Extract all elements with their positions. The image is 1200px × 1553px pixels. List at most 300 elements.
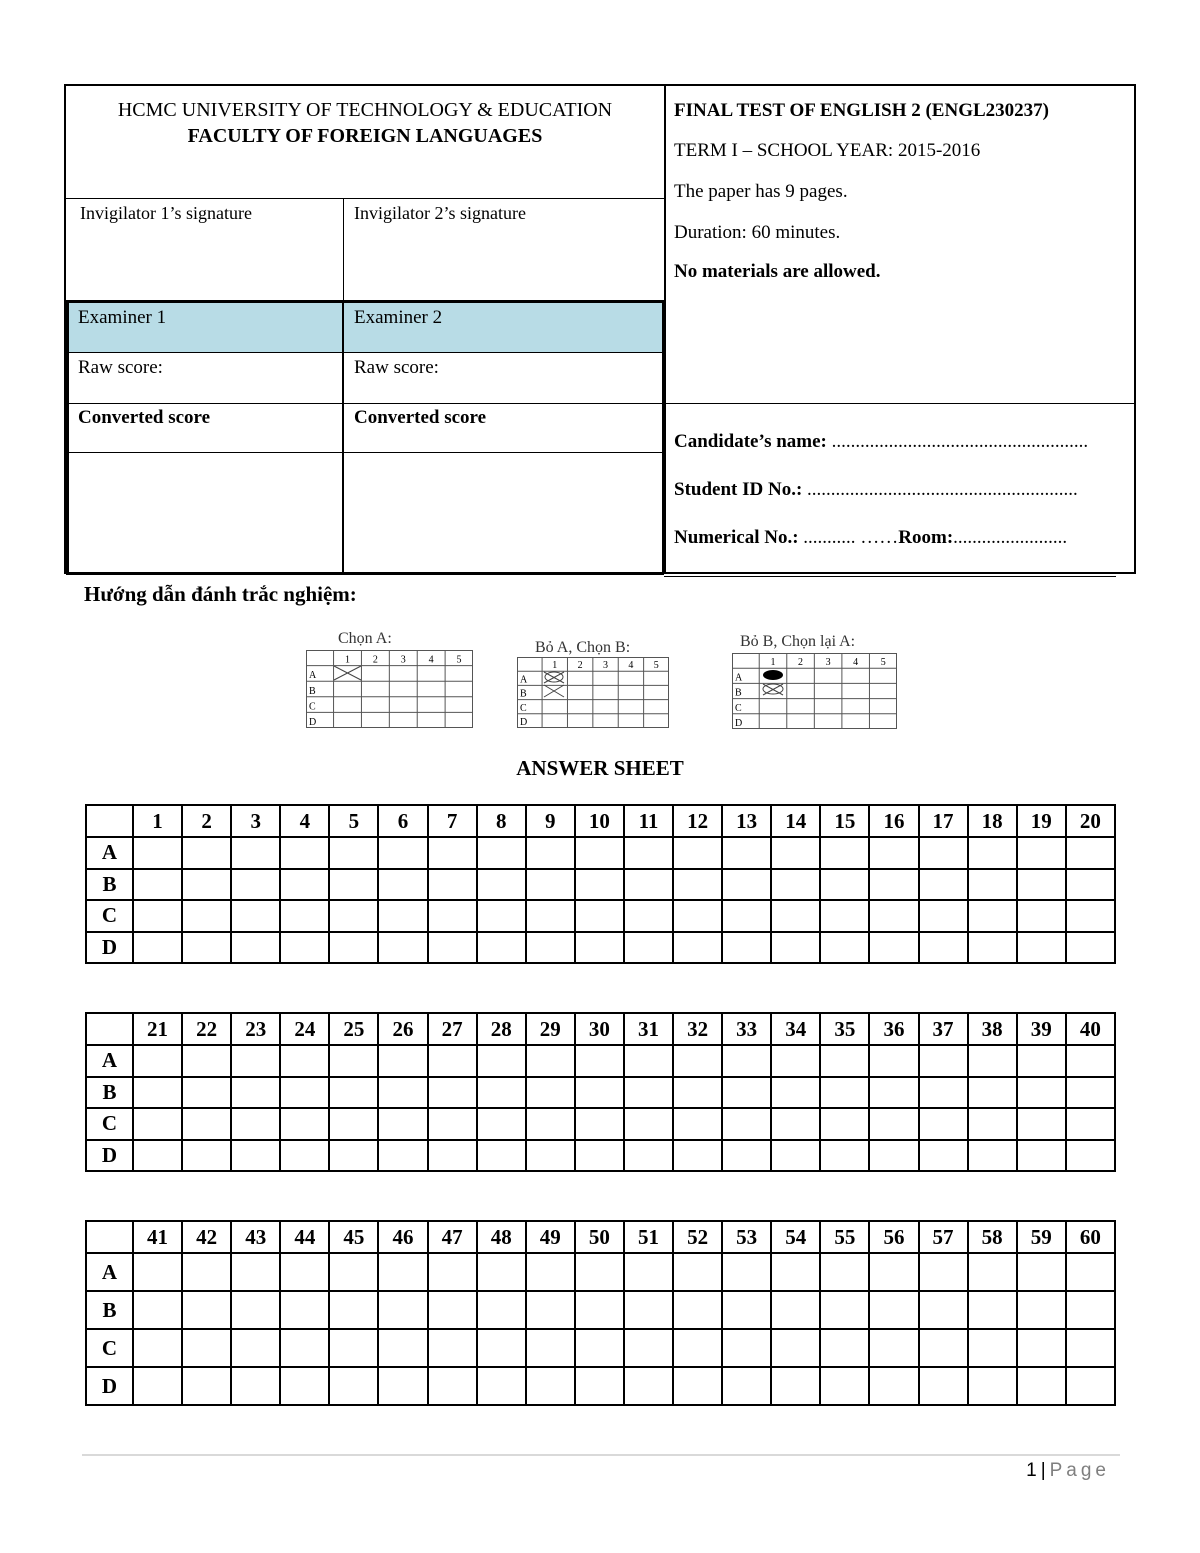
answer-bubble-cell[interactable]: [378, 1140, 427, 1172]
divider-under-raw-score: [66, 403, 1136, 404]
answer-bubble-cell[interactable]: [771, 837, 820, 869]
answer-bubble-cell[interactable]: [329, 900, 378, 932]
page-word: Page: [1049, 1460, 1110, 1481]
answer-bubble-cell[interactable]: [133, 1077, 182, 1109]
answer-bubble-cell[interactable]: [526, 869, 575, 901]
answer-bubble-cell[interactable]: [329, 1291, 378, 1329]
answer-bubble-cell[interactable]: [1017, 869, 1066, 901]
answer-bubble-cell[interactable]: [526, 1291, 575, 1329]
answer-bubble-cell[interactable]: [231, 837, 280, 869]
answer-bubble-cell[interactable]: [428, 1329, 477, 1367]
answer-bubble-cell[interactable]: [575, 932, 624, 964]
answer-bubble-cell[interactable]: [133, 1140, 182, 1172]
answer-bubble-cell[interactable]: [968, 932, 1017, 964]
numerical-room-field[interactable]: [674, 527, 1067, 549]
answer-bubble-cell[interactable]: [1017, 1077, 1066, 1109]
faculty-name: FACULTY OF FOREIGN LANGUAGES: [187, 125, 543, 147]
question-number: 22: [182, 1013, 231, 1045]
answer-bubble-cell[interactable]: [182, 1367, 231, 1405]
answer-bubble-cell[interactable]: [624, 932, 673, 964]
answer-bubble-cell[interactable]: [1017, 932, 1066, 964]
answer-bubble-cell[interactable]: [869, 932, 918, 964]
answer-bubble-cell[interactable]: [771, 1108, 820, 1140]
answer-bubble-cell[interactable]: [624, 1077, 673, 1109]
answer-bubble-cell[interactable]: [329, 1045, 378, 1077]
answer-bubble-cell[interactable]: [575, 1329, 624, 1367]
answer-bubble-cell[interactable]: [182, 869, 231, 901]
example-grid-lines: [306, 650, 473, 728]
question-number: 25: [329, 1013, 378, 1045]
answer-bubble-cell[interactable]: [329, 1367, 378, 1405]
answer-bubble-cell[interactable]: [968, 1329, 1017, 1367]
answer-bubble-cell[interactable]: [673, 1367, 722, 1405]
answer-bubble-cell[interactable]: [771, 1140, 820, 1172]
answer-bubble-cell[interactable]: [771, 1045, 820, 1077]
answer-bubble-cell[interactable]: [624, 1291, 673, 1329]
answer-bubble-cell[interactable]: [1066, 869, 1115, 901]
answer-bubble-cell[interactable]: [378, 837, 427, 869]
answer-option-row: [86, 932, 1115, 964]
answer-bubble-cell[interactable]: [329, 837, 378, 869]
answer-bubble-cell[interactable]: [378, 932, 427, 964]
answer-bubble-cell[interactable]: [919, 1329, 968, 1367]
answer-bubble-cell[interactable]: [378, 900, 427, 932]
answer-bubble-cell[interactable]: [280, 869, 329, 901]
answer-bubble-cell[interactable]: [820, 837, 869, 869]
answer-bubble-cell[interactable]: [722, 1291, 771, 1329]
answer-bubble-cell[interactable]: [673, 1140, 722, 1172]
answer-bubble-cell[interactable]: [624, 869, 673, 901]
answer-bubble-cell[interactable]: [722, 900, 771, 932]
answer-bubble-cell[interactable]: [477, 1329, 526, 1367]
option-letter: B: [86, 1077, 133, 1109]
option-letter: D: [86, 1140, 133, 1172]
answer-bubble-cell[interactable]: [722, 1140, 771, 1172]
answer-bubble-cell[interactable]: [968, 1140, 1017, 1172]
question-number: 10: [575, 805, 624, 837]
example-row-letter: D: [309, 717, 317, 728]
answer-bubble-cell[interactable]: [673, 900, 722, 932]
answer-bubble-cell[interactable]: [968, 1077, 1017, 1109]
answer-bubble-cell[interactable]: [722, 869, 771, 901]
answer-bubble-cell[interactable]: [182, 1077, 231, 1109]
answer-bubble-cell[interactable]: [722, 1108, 771, 1140]
answer-bubble-cell[interactable]: [428, 1045, 477, 1077]
question-number: 45: [329, 1221, 378, 1253]
question-number: 8: [477, 805, 526, 837]
answer-bubble-cell[interactable]: [133, 869, 182, 901]
answer-bubble-cell[interactable]: [820, 900, 869, 932]
answer-bubble-cell[interactable]: [869, 1253, 918, 1291]
answer-bubble-cell[interactable]: [231, 1291, 280, 1329]
example-row-letter: C: [309, 701, 316, 713]
room-dots: ........................: [953, 527, 1068, 548]
question-number: 33: [722, 1013, 771, 1045]
answer-bubble-cell[interactable]: [673, 1291, 722, 1329]
answer-bubble-cell[interactable]: [575, 1291, 624, 1329]
answer-bubble-cell[interactable]: [280, 837, 329, 869]
raw-score1-label: Raw score:: [78, 357, 163, 378]
answer-bubble-cell[interactable]: [771, 1291, 820, 1329]
answer-grid-1-20: [85, 804, 1116, 964]
answer-bubble-cell[interactable]: [624, 1140, 673, 1172]
question-number: 40: [1066, 1013, 1115, 1045]
answer-bubble-cell[interactable]: [231, 1077, 280, 1109]
answer-bubble-cell[interactable]: [1017, 1291, 1066, 1329]
answer-bubble-cell[interactable]: [919, 1253, 968, 1291]
question-number: 55: [820, 1221, 869, 1253]
answer-bubble-cell[interactable]: [526, 1140, 575, 1172]
answer-bubble-cell[interactable]: [673, 1108, 722, 1140]
answer-bubble-cell[interactable]: [673, 1077, 722, 1109]
answer-bubble-cell[interactable]: [378, 1077, 427, 1109]
question-number: 60: [1066, 1221, 1115, 1253]
answer-bubble-cell[interactable]: [968, 837, 1017, 869]
answer-bubble-cell[interactable]: [1017, 900, 1066, 932]
example-caption: Chọn A:: [338, 630, 392, 647]
answer-bubble-cell[interactable]: [869, 1291, 918, 1329]
answer-bubble-cell[interactable]: [919, 932, 968, 964]
answer-bubble-cell[interactable]: [526, 1329, 575, 1367]
answer-bubble-cell[interactable]: [329, 1108, 378, 1140]
answer-bubble-cell[interactable]: [182, 1291, 231, 1329]
answer-bubble-cell[interactable]: [1017, 1140, 1066, 1172]
answer-bubble-cell[interactable]: [182, 932, 231, 964]
answer-bubble-cell[interactable]: [919, 1140, 968, 1172]
answer-bubble-cell[interactable]: [919, 1077, 968, 1109]
answer-bubble-cell[interactable]: [280, 932, 329, 964]
example-column-number: 4: [628, 660, 634, 672]
answer-bubble-cell[interactable]: [329, 1329, 378, 1367]
answer-bubble-cell[interactable]: [477, 1140, 526, 1172]
answer-bubble-cell[interactable]: [1017, 1045, 1066, 1077]
answer-bubble-cell[interactable]: [280, 1045, 329, 1077]
answer-bubble-cell[interactable]: [526, 1045, 575, 1077]
answer-bubble-cell[interactable]: [968, 1045, 1017, 1077]
answer-bubble-cell[interactable]: [1066, 1367, 1115, 1405]
answer-bubble-cell[interactable]: [869, 1140, 918, 1172]
answer-bubble-cell[interactable]: [182, 837, 231, 869]
converted-score2-label: Converted score: [354, 407, 487, 428]
answer-bubble-cell[interactable]: [869, 1367, 918, 1405]
answer-bubble-cell[interactable]: [428, 1291, 477, 1329]
answer-bubble-cell[interactable]: [378, 869, 427, 901]
answer-bubble-cell[interactable]: [919, 837, 968, 869]
answer-bubble-cell[interactable]: [1017, 1253, 1066, 1291]
question-number-row: [86, 805, 1115, 837]
answer-bubble-cell[interactable]: [378, 1045, 427, 1077]
answer-bubble-cell[interactable]: [1017, 1108, 1066, 1140]
answer-bubble-cell[interactable]: [968, 1367, 1017, 1405]
answer-bubble-cell[interactable]: [231, 1140, 280, 1172]
answer-bubble-cell[interactable]: [231, 1367, 280, 1405]
answer-bubble-cell[interactable]: [624, 900, 673, 932]
answer-bubble-cell[interactable]: [133, 1367, 182, 1405]
answer-bubble-cell[interactable]: [329, 1140, 378, 1172]
answer-bubble-cell[interactable]: [820, 869, 869, 901]
answer-option-row: [86, 1045, 1115, 1077]
answer-bubble-cell[interactable]: [1066, 1077, 1115, 1109]
answer-bubble-cell[interactable]: [722, 1367, 771, 1405]
example-row-letter: B: [309, 685, 316, 697]
answer-bubble-cell[interactable]: [673, 837, 722, 869]
answer-bubble-cell[interactable]: [722, 932, 771, 964]
answer-bubble-cell[interactable]: [1017, 837, 1066, 869]
answer-bubble-cell[interactable]: [428, 1140, 477, 1172]
question-number: 24: [280, 1013, 329, 1045]
question-number: 29: [526, 1013, 575, 1045]
answer-bubble-cell[interactable]: [575, 869, 624, 901]
answer-bubble-cell[interactable]: [771, 1077, 820, 1109]
example-column-number: 4: [428, 654, 434, 666]
answer-bubble-cell[interactable]: [1066, 1329, 1115, 1367]
question-number: 27: [428, 1013, 477, 1045]
answer-bubble-cell[interactable]: [231, 1045, 280, 1077]
answer-bubble-cell[interactable]: [133, 1291, 182, 1329]
answer-bubble-cell[interactable]: [526, 900, 575, 932]
answer-bubble-cell[interactable]: [575, 1367, 624, 1405]
page-footer: [900, 1460, 1110, 1482]
answer-bubble-cell[interactable]: [477, 1077, 526, 1109]
example-row-letter: D: [735, 718, 743, 729]
candidate-name-field[interactable]: [674, 431, 1088, 453]
answer-bubble-cell[interactable]: [968, 869, 1017, 901]
answer-bubble-cell[interactable]: [722, 837, 771, 869]
answer-option-row: [86, 900, 1115, 932]
answer-bubble-cell[interactable]: [968, 1108, 1017, 1140]
answer-bubble-cell[interactable]: [771, 1253, 820, 1291]
answer-bubble-cell[interactable]: [869, 837, 918, 869]
answer-bubble-cell[interactable]: [182, 1108, 231, 1140]
answer-bubble-cell[interactable]: [477, 1367, 526, 1405]
answer-bubble-cell[interactable]: [526, 837, 575, 869]
answer-bubble-cell[interactable]: [329, 1077, 378, 1109]
question-number: 36: [869, 1013, 918, 1045]
answer-bubble-cell[interactable]: [182, 1329, 231, 1367]
answer-bubble-cell[interactable]: [575, 1253, 624, 1291]
answer-bubble-cell[interactable]: [820, 1077, 869, 1109]
answer-bubble-cell[interactable]: [477, 932, 526, 964]
answer-bubble-cell[interactable]: [575, 1108, 624, 1140]
answer-bubble-cell[interactable]: [133, 1108, 182, 1140]
answer-bubble-cell[interactable]: [329, 932, 378, 964]
answer-bubble-cell[interactable]: [673, 1329, 722, 1367]
answer-bubble-cell[interactable]: [1066, 1140, 1115, 1172]
answer-bubble-cell[interactable]: [477, 837, 526, 869]
question-number: 16: [869, 805, 918, 837]
answer-bubble-cell[interactable]: [820, 1291, 869, 1329]
answer-bubble-cell[interactable]: [820, 1329, 869, 1367]
answer-bubble-cell[interactable]: [820, 932, 869, 964]
answer-bubble-cell[interactable]: [722, 1045, 771, 1077]
answer-bubble-cell[interactable]: [919, 869, 968, 901]
answer-bubble-cell[interactable]: [1017, 1367, 1066, 1405]
answer-bubble-cell[interactable]: [231, 1253, 280, 1291]
answer-bubble-cell[interactable]: [378, 1367, 427, 1405]
answer-bubble-cell[interactable]: [428, 900, 477, 932]
student-id-field[interactable]: [674, 479, 1078, 501]
answer-bubble-cell[interactable]: [182, 1140, 231, 1172]
answer-bubble-cell[interactable]: [526, 1367, 575, 1405]
answer-bubble-cell[interactable]: [722, 1329, 771, 1367]
answer-bubble-cell[interactable]: [329, 869, 378, 901]
exam-header: [64, 84, 1136, 574]
answer-bubble-cell[interactable]: [477, 1108, 526, 1140]
question-number: 9: [526, 805, 575, 837]
answer-bubble-cell[interactable]: [1066, 1108, 1115, 1140]
answer-bubble-cell[interactable]: [280, 1140, 329, 1172]
answer-bubble-cell[interactable]: [329, 1253, 378, 1291]
answer-bubble-cell[interactable]: [869, 900, 918, 932]
example-column-number: 4: [853, 657, 859, 669]
answer-bubble-cell[interactable]: [1066, 837, 1115, 869]
answer-bubble-cell[interactable]: [477, 900, 526, 932]
answer-bubble-cell[interactable]: [231, 932, 280, 964]
answer-bubble-cell[interactable]: [1066, 1291, 1115, 1329]
example-caption: Bỏ B, Chọn lại A:: [740, 633, 856, 650]
answer-bubble-cell[interactable]: [869, 1329, 918, 1367]
answer-bubble-cell[interactable]: [624, 1329, 673, 1367]
answer-bubble-cell[interactable]: [575, 1077, 624, 1109]
answer-bubble-cell[interactable]: [1017, 1329, 1066, 1367]
answer-bubble-cell[interactable]: [428, 1108, 477, 1140]
answer-bubble-cell[interactable]: [771, 932, 820, 964]
answer-bubble-cell[interactable]: [820, 1140, 869, 1172]
answer-bubble-cell[interactable]: [231, 869, 280, 901]
answer-bubble-cell[interactable]: [1066, 900, 1115, 932]
answer-bubble-cell[interactable]: [182, 1253, 231, 1291]
answer-bubble-cell[interactable]: [820, 1367, 869, 1405]
answer-bubble-cell[interactable]: [280, 1108, 329, 1140]
answer-bubble-cell[interactable]: [771, 900, 820, 932]
examiner2-label: Examiner 2: [354, 307, 443, 328]
answer-bubble-cell[interactable]: [820, 1108, 869, 1140]
answer-bubble-cell[interactable]: [133, 1329, 182, 1367]
answer-bubble-cell[interactable]: [919, 1045, 968, 1077]
answer-bubble-cell[interactable]: [428, 837, 477, 869]
answer-bubble-cell[interactable]: [231, 900, 280, 932]
answer-bubble-cell[interactable]: [133, 932, 182, 964]
answer-bubble-cell[interactable]: [280, 900, 329, 932]
question-number: 19: [1017, 805, 1066, 837]
answer-bubble-cell[interactable]: [575, 900, 624, 932]
answer-bubble-cell[interactable]: [771, 1329, 820, 1367]
answer-bubble-cell[interactable]: [722, 1077, 771, 1109]
answer-bubble-cell[interactable]: [673, 1045, 722, 1077]
examiner-box-right: [662, 300, 665, 574]
answer-bubble-cell[interactable]: [477, 1253, 526, 1291]
answer-bubble-cell[interactable]: [624, 837, 673, 869]
answer-bubble-cell[interactable]: [673, 932, 722, 964]
answer-bubble-cell[interactable]: [378, 1108, 427, 1140]
answer-bubble-cell[interactable]: [378, 1253, 427, 1291]
answer-bubble-cell[interactable]: [428, 1077, 477, 1109]
answer-bubble-cell[interactable]: [968, 1253, 1017, 1291]
answer-bubble-cell[interactable]: [378, 1291, 427, 1329]
answer-bubble-cell[interactable]: [280, 1077, 329, 1109]
answer-bubble-cell[interactable]: [526, 1253, 575, 1291]
answer-bubble-cell[interactable]: [133, 1045, 182, 1077]
answer-option-row: [86, 1140, 1115, 1172]
answer-bubble-cell[interactable]: [575, 1140, 624, 1172]
example-caption: Bỏ A, Chọn B:: [535, 639, 631, 656]
answer-bubble-cell[interactable]: [624, 1108, 673, 1140]
answer-bubble-cell[interactable]: [280, 1367, 329, 1405]
answer-bubble-cell[interactable]: [133, 1253, 182, 1291]
answer-bubble-cell[interactable]: [968, 900, 1017, 932]
answer-bubble-cell[interactable]: [280, 1291, 329, 1329]
example-row-letter: D: [520, 717, 528, 728]
answer-bubble-cell[interactable]: [526, 932, 575, 964]
answer-bubble-cell[interactable]: [133, 837, 182, 869]
answer-bubble-cell[interactable]: [919, 1108, 968, 1140]
answer-bubble-cell[interactable]: [919, 1291, 968, 1329]
answer-bubble-cell[interactable]: [673, 869, 722, 901]
answer-bubble-cell[interactable]: [428, 869, 477, 901]
answer-bubble-cell[interactable]: [624, 1045, 673, 1077]
answer-grid-41-60: [85, 1220, 1116, 1406]
answer-bubble-cell[interactable]: [428, 1253, 477, 1291]
answer-bubble-cell[interactable]: [1066, 932, 1115, 964]
answer-bubble-cell[interactable]: [526, 1108, 575, 1140]
answer-bubble-cell[interactable]: [477, 1045, 526, 1077]
answer-bubble-cell[interactable]: [624, 1367, 673, 1405]
answer-bubble-cell[interactable]: [378, 1329, 427, 1367]
examiner-box-bottom: [66, 572, 664, 575]
answer-bubble-cell[interactable]: [624, 1253, 673, 1291]
answer-bubble-cell[interactable]: [477, 1291, 526, 1329]
raw-score2-label: Raw score:: [354, 357, 439, 378]
answer-bubble-cell[interactable]: [477, 869, 526, 901]
answer-option-row: [86, 1108, 1115, 1140]
answer-bubble-cell[interactable]: [869, 1077, 918, 1109]
answer-bubble-cell[interactable]: [280, 1253, 329, 1291]
answer-bubble-cell[interactable]: [771, 1367, 820, 1405]
answer-option-row: [86, 869, 1115, 901]
answer-bubble-cell[interactable]: [182, 900, 231, 932]
answer-bubble-cell[interactable]: [869, 1045, 918, 1077]
answer-bubble-cell[interactable]: [820, 1045, 869, 1077]
answer-bubble-cell[interactable]: [133, 900, 182, 932]
answer-bubble-cell[interactable]: [575, 837, 624, 869]
option-letter: C: [86, 1108, 133, 1140]
question-number: 42: [182, 1221, 231, 1253]
answer-bubble-cell[interactable]: [919, 900, 968, 932]
answer-bubble-cell[interactable]: [722, 1253, 771, 1291]
answer-bubble-cell[interactable]: [526, 1077, 575, 1109]
answer-bubble-cell[interactable]: [1066, 1045, 1115, 1077]
answer-bubble-cell[interactable]: [919, 1367, 968, 1405]
question-number: 28: [477, 1013, 526, 1045]
answer-bubble-cell[interactable]: [869, 1108, 918, 1140]
answer-bubble-cell[interactable]: [869, 869, 918, 901]
answer-bubble-cell[interactable]: [231, 1329, 280, 1367]
answer-bubble-cell[interactable]: [182, 1045, 231, 1077]
question-number: 39: [1017, 1013, 1066, 1045]
answer-bubble-cell[interactable]: [1066, 1253, 1115, 1291]
answer-bubble-cell[interactable]: [231, 1108, 280, 1140]
question-number-row: [86, 1221, 1115, 1253]
answer-bubble-cell[interactable]: [820, 1253, 869, 1291]
answer-bubble-cell[interactable]: [575, 1045, 624, 1077]
answer-bubble-cell[interactable]: [771, 869, 820, 901]
example-grid-choose-a: [306, 650, 473, 728]
answer-bubble-cell[interactable]: [280, 1329, 329, 1367]
answer-bubble-cell[interactable]: [673, 1253, 722, 1291]
answer-bubble-cell[interactable]: [428, 932, 477, 964]
answer-bubble-cell[interactable]: [968, 1291, 1017, 1329]
answer-bubble-cell[interactable]: [428, 1367, 477, 1405]
